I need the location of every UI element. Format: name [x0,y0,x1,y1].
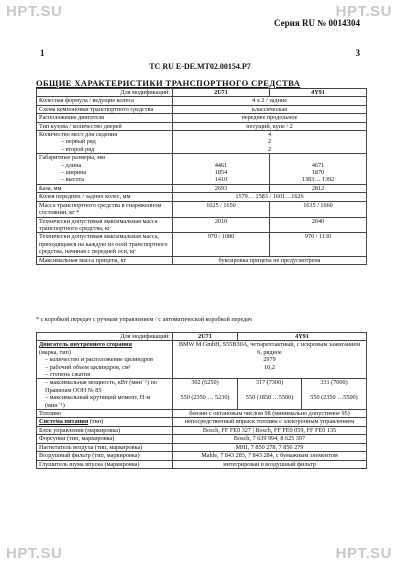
table-row [37,122,367,130]
curb-mass-label: Масса транспортного средства в снаряженном состоянии, кг * [37,201,173,217]
table-row [37,435,367,443]
wheel-formula-value: 4 x 2 / задние [173,97,367,105]
max-mass-2u71: 2010 [173,217,270,233]
torque-value-3: 550 (2350 …5500) [310,394,358,402]
table-row [37,105,367,113]
engine-label-cell: Двигатель внутреннего сгорания (марка, тип) – количество и расположение цилиндров – рабочий объем цилиндров, см³ – степень сжатия [37,341,173,379]
max-mass-4y91: 2040 [270,217,367,233]
modification-2u71: 2U71 [173,333,238,341]
torque-value-1: 550 (2350 … 5230) [180,394,230,402]
air-filter-label: Воздушный фильтр (тип, маркировка) [37,452,173,460]
fuel-label: Топливо [37,410,173,418]
fuel-system-sublabel: (тип) [89,418,104,426]
wheelbase-2u71: 2693 [173,184,270,192]
fuel-pump-label: Нагнетатель воздуха (тип, маркировка) [37,443,173,451]
table-row [37,410,367,418]
table-row [37,443,367,451]
modification-2u71: 2U71 [173,89,270,97]
engine-position-value: переднее продольное [173,114,367,122]
fuel-system-value: непосредственный впрыск топлива с электронным управлением [173,418,367,426]
torque-label: максимальный крутящий момент, Н·м (мин⁻¹) [45,394,151,409]
document-number: ТС RU E-DE.МТ02.00154.Р7 [149,62,251,71]
table-row [37,418,367,426]
table-row [37,452,367,460]
power-torque-cell-3 [302,379,367,410]
injectors-label: Форсунки (тип, маркировка) [37,435,173,443]
wheelbase-4y91: 2812 [270,184,367,192]
table-row [37,154,367,185]
watermark-bottom-right: HPT.SU [335,545,392,562]
engine-sublabel: (марка, тип) [39,348,71,356]
dimensions-4y91 [270,154,367,185]
height-label: высота [65,176,85,184]
watermark-top-right: HPT.SU [335,3,392,20]
power-torque-cell-1 [173,379,238,410]
table-row [37,131,367,154]
width-4y91: 1870 [311,169,325,177]
engine-position-label: Расположение двигателя [37,114,173,122]
table-row [37,217,367,233]
curb-mass-2u71: 1625 / 1650 [173,201,270,217]
engine-label: Двигатель внутреннего сгорания [39,341,132,349]
seats-label: Количество мест для сидения [39,131,118,139]
wheel-formula-label: Колесная формула / ведущие колеса [37,97,173,105]
fuel-system-label: Система питания [39,418,89,426]
modification-4y91: 4Y91 [270,89,367,97]
cylinders-label: количество и расположение цилиндров [49,356,153,364]
injectors-value: Bosch, 7 639 994, 8 625 397 [173,435,367,443]
table-row [37,426,367,434]
seats-row2: 2 [267,145,272,153]
dimensions-label: Габаритные размеры, мм [39,154,105,162]
length-2u71: 4461 [214,161,228,169]
seats-row1: 2 [267,138,272,146]
table-header-row [37,89,367,97]
compression-value: 10,2 [264,363,275,371]
power-value-3: 331 (7000) [320,379,348,387]
torque-value-2: 550 (1850 …5500) [245,394,294,402]
general-specs-table [36,88,367,265]
dimensions-label-cell: Габаритные размеры, мм – длина – ширина – высота [37,154,173,185]
length-label: длина [65,161,82,169]
seats-row2-label: второй ряд [65,145,95,153]
table-header-row [37,333,367,341]
seats-total: 4 [267,131,272,139]
modifications-label: Для модификаций: [37,89,173,97]
dimensions-2u71 [173,154,270,185]
table-row [37,97,367,105]
power-label: максимальная мощность, кВт (мин⁻¹) по Правилам ООН № 85 [45,379,158,394]
table-row [37,256,367,264]
engine-value: BMW M GmbH, S55B30A, четырехтактный, с искровым зажиганием [178,341,361,349]
table-row [37,184,367,192]
engine-value-cell [173,341,367,379]
control-unit-value: Bosch, FF FE0 327 | Bosch, FF FE0 059, FF FE0 135 [173,426,367,434]
width-2u71: 1854 [214,169,228,177]
compression-label: степень сжатия [49,371,91,379]
trailer-mass-value: буксировка прицепа не предусмотрена [173,256,367,264]
track-value: 1579… 1583 / 1601…1626 [173,193,367,201]
air-filter-value: Mahle, 7 843 283, 7 843 284, с бумажным элементом [173,452,367,460]
page-number-left: 1 [40,48,45,58]
modifications-label: Для модификаций: [37,333,173,341]
height-4y91: 1383… 1392 [301,176,335,184]
fuel-value: бензин с октановым числом 98 (минимально допустимое 95) [173,410,367,418]
track-label: Колея передних / задних колес, мм [37,193,173,201]
power-torque-cell-2 [238,379,302,410]
length-4y91: 4671 [311,161,325,169]
cylinders-value: 6, рядное [257,348,282,356]
height-2u71: 1410 [214,176,228,184]
modification-4y91: 4Y91 [238,333,367,341]
watermark-bottom-left: HPT.SU [6,545,63,562]
seats-label-cell: Количество мест для сидения – первый ряд – второй ряд [37,131,173,154]
table-row [37,114,367,122]
power-torque-label-cell: – максимальная мощность, кВт (мин⁻¹) по Правилам ООН № 85 – максимальный крутящий момент, Н·м (мин⁻¹) [37,379,173,410]
curb-mass-4y91: 1635 / 1660 [270,201,367,217]
control-unit-label: Блок управления (маркировка) [37,426,173,434]
power-value-2: 317 (7300) [255,379,284,387]
layout-label: Схема компоновки транспортного средства [37,105,173,113]
gearbox-footnote: * с коробкой передач с ручным управлением / с автоматической коробкой передач [36,316,252,323]
max-mass-label: Технически допустимая максимальная масса транспортного средства, кг [37,217,173,233]
trailer-mass-label: Максимальная масса прицепа, кг [37,256,173,264]
seats-value-cell [173,131,367,154]
table-row [37,201,367,217]
table-row [37,379,367,410]
axle-mass-2u71: 970 / 1080 [173,233,270,256]
body-type-value: несущий, купе / 2 [173,122,367,130]
power-value-1: 302 (6250) [191,379,219,387]
wheelbase-label: База, мм [37,184,173,192]
fuel-pump-value: MHI, 7 850 278, 7 850 279 [173,443,367,451]
table-row [37,460,367,468]
page-title: ОБЩИЕ ХАРАКТЕРИСТИКИ ТРАНСПОРТНОГО СРЕДСТВА [36,78,301,88]
table-row [37,233,367,256]
table-row [37,341,367,379]
intake-silencer-value: интегрирован в воздушный фильтр [173,460,367,468]
intake-silencer-label: Глушитель шума впуска (маркировка) [37,460,173,468]
engine-specs-table [36,332,367,469]
fuel-system-label-cell [37,418,173,426]
displacement-label: рабочий объем цилиндров, см³ [49,363,131,371]
seats-row1-label: первый ряд [65,138,96,146]
watermark-top-left: HPT.SU [6,3,63,20]
layout-value: классическая [173,105,367,113]
axle-mass-4y91: 970 / 1130 [270,233,367,256]
axle-mass-label: Технически допустимая максимальная масса, приходящаяся на каждую из осей транспортного средства, начиная с передней оси, кг [37,233,173,256]
table-row [37,193,367,201]
displacement-value: 2979 [263,356,276,364]
certificate-serial: Серия RU № 0014304 [274,18,360,28]
body-type-label: Тип кузова / количество дверей [37,122,173,130]
width-label: ширина [65,169,87,177]
page-number-right: 3 [355,48,360,58]
